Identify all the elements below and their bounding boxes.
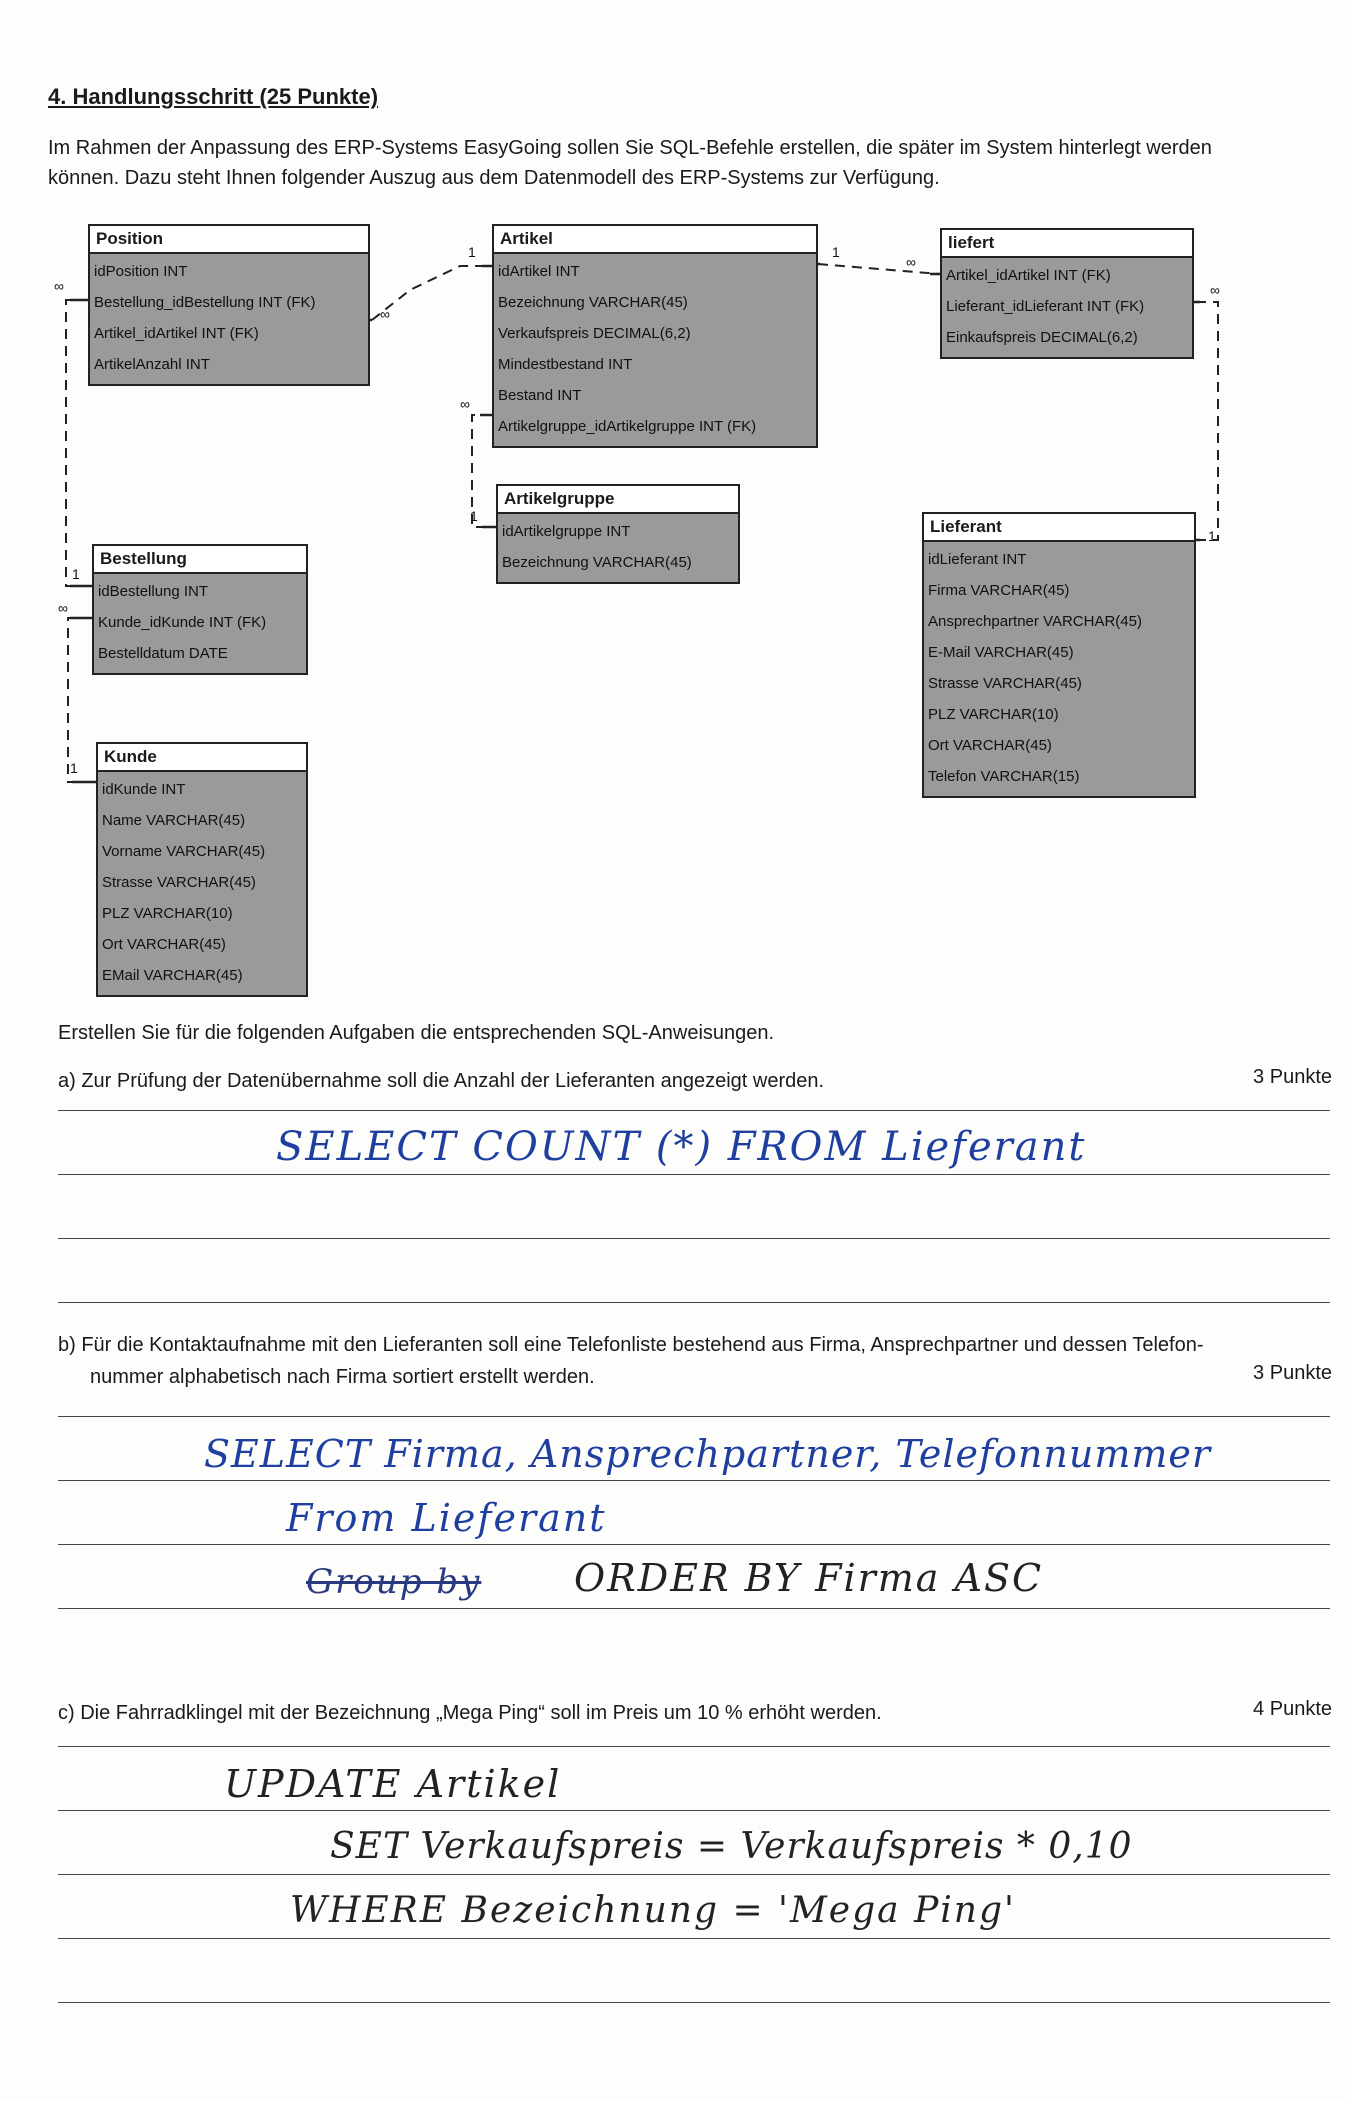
answer-line [58,1416,1330,1417]
attr-ort: Ort VARCHAR(45) [928,737,1052,754]
card-artikelgruppe-artikel: 1 [470,508,478,524]
task-b-answer-crossed-out: Group by [306,1562,482,1602]
task-b-question-line-2: nummer alphabetisch nach Firma sortiert erstellt werden. [90,1366,595,1388]
intro-line-1: Im Rahmen der Anpassung des ERP-Systems EasyGoing sollen Sie SQL-Befehle erstellen, die später im System hinterlegt werden [48,137,1212,159]
attr-email: E-Mail VARCHAR(45) [928,644,1074,661]
attr-kunde-fk: Kunde_idKunde INT (FK) [98,614,267,631]
attr-ort: Ort VARCHAR(45) [102,936,226,953]
task-b-question-line-1: b) Für die Kontaktaufnahme mit den Lieferanten soll eine Telefonliste bestehend aus Firma, Ansprechpartner und dessen Telefon- [58,1334,1204,1356]
entity-liefert [940,228,1194,359]
entity-title: Artikel [494,226,816,254]
entity-position [88,224,370,386]
attr-name: Name VARCHAR(45) [102,812,246,829]
answer-line [58,2002,1330,2003]
answer-line [58,1238,1330,1239]
card-lieferant-liefert: 1 [1208,528,1216,544]
task-b-answer-line-1: SELECT Firma, Ansprechpartner, Telefonnummer [204,1432,1212,1476]
attr-bezeichnung: Bezeichnung VARCHAR(45) [498,294,688,311]
answer-line [58,1110,1330,1111]
attr-bestellung-fk: Bestellung_idBestellung INT (FK) [94,294,316,311]
instruction-text: Erstellen Sie für die folgenden Aufgaben die entsprechenden SQL-Anweisungen. [58,1022,775,1044]
task-c-answer-line-2: SET Verkaufspreis = Verkaufspreis * 0,10 [330,1826,1133,1867]
attr-plz: PLZ VARCHAR(10) [928,706,1059,723]
attr-artikelgruppe-fk: Artikelgruppe_idArtikelgruppe INT (FK) [498,418,757,435]
attr-idkunde: idKunde INT [102,781,186,798]
answer-line [58,1746,1330,1747]
attr-bestand: Bestand INT [498,387,582,404]
attr-artikel-fk: Artikel_idArtikel INT (FK) [94,325,259,342]
entity-title: Kunde [98,744,306,772]
attr-verkaufspreis: Verkaufspreis DECIMAL(6,2) [498,325,691,342]
task-b-points: 3 Punkte [1253,1362,1332,1384]
attr-strasse: Strasse VARCHAR(45) [928,675,1082,692]
card-bestellung-position: 1 [72,566,80,582]
card-liefert-artikel: ∞ [906,254,916,270]
attr-artikel-fk: Artikel_idArtikel INT (FK) [946,267,1111,284]
page-heading: 4. Handlungsschritt (25 Punkte) [48,84,379,109]
task-c-question: c) Die Fahrradklingel mit der Bezeichnung „Mega Ping“ soll im Preis um 10 % erhöht werden. [58,1702,882,1724]
attr-plz: PLZ VARCHAR(10) [102,905,233,922]
attr-strasse: Strasse VARCHAR(45) [102,874,256,891]
attr-telefon: Telefon VARCHAR(15) [928,768,1080,785]
attr-artikelanzahl: ArtikelAnzahl INT [94,356,210,373]
answer-line [58,1480,1330,1481]
task-a-points: 3 Punkte [1253,1066,1332,1088]
task-a-answer-line-1: SELECT COUNT (*) FROM Lieferant [276,1124,1087,1170]
answer-line [58,1302,1330,1303]
entity-bestellung [92,544,308,675]
entity-lieferant [922,512,1196,798]
task-a-question: a) Zur Prüfung der Datenübernahme soll die Anzahl der Lieferanten angezeigt werden. [58,1070,825,1092]
answer-line [58,1544,1330,1545]
card-artikel-liefert: 1 [832,244,840,260]
card-artikel-position: 1 [468,244,476,260]
task-b-answer-line-2: From Lieferant [286,1496,607,1540]
answer-line [58,1810,1330,1811]
rel-artikel-liefert [818,264,940,274]
attr-idposition: idPosition INT [94,263,188,280]
attr-idartikel: idArtikel INT [498,263,580,280]
entity-title: Artikelgruppe [498,486,738,514]
entity-artikel [492,224,818,448]
answer-line [58,1174,1330,1175]
entity-kunde [96,742,308,997]
card-bestellung-kunde: ∞ [58,600,68,616]
answer-line [58,1608,1330,1609]
rel-liefert-lieferant [1196,302,1218,540]
attr-email: EMail VARCHAR(45) [102,967,243,984]
attr-idartikelgruppe: idArtikelgruppe INT [502,523,631,540]
entity-title: Lieferant [924,514,1194,542]
card-liefert-lieferant: ∞ [1210,282,1220,298]
attr-vorname: Vorname VARCHAR(45) [102,843,266,860]
task-c-answer-line-1: UPDATE Artikel [224,1762,562,1806]
entity-title: Bestellung [94,546,306,574]
attr-mindestbestand: Mindestbestand INT [498,356,633,373]
answer-line [58,1874,1330,1875]
attr-bezeichnung: Bezeichnung VARCHAR(45) [502,554,692,571]
rel-position-artikel [372,266,492,320]
attr-idbestellung: idBestellung INT [98,583,209,600]
attr-ansprechpartner: Ansprechpartner VARCHAR(45) [928,613,1142,630]
attr-lieferant-fk: Lieferant_idLieferant INT (FK) [946,298,1145,315]
card-artikel-artikelgruppe: ∞ [460,396,470,412]
task-c-points: 4 Punkte [1253,1698,1332,1720]
task-b-answer-line-3: ORDER BY Firma ASC [574,1556,1044,1600]
card-position-bestellung: ∞ [54,278,64,294]
entity-artikelgruppe [496,484,740,584]
attr-einkaufspreis: Einkaufspreis DECIMAL(6,2) [946,329,1138,346]
task-c-answer-line-3: WHERE Bezeichnung = 'Mega Ping' [290,1890,1016,1931]
attr-firma: Firma VARCHAR(45) [928,582,1070,599]
entity-title: liefert [942,230,1192,258]
card-position-artikel: ∞ [380,306,390,322]
intro-line-2: können. Dazu steht Ihnen folgender Auszug aus dem Datenmodell des ERP-Systems zur Verfügung. [48,167,940,189]
attr-idlieferant: idLieferant INT [928,551,1027,568]
entity-title: Position [90,226,368,254]
card-kunde-bestellung: 1 [70,760,78,776]
answer-line [58,1938,1330,1939]
attr-bestelldatum: Bestelldatum DATE [98,645,228,662]
